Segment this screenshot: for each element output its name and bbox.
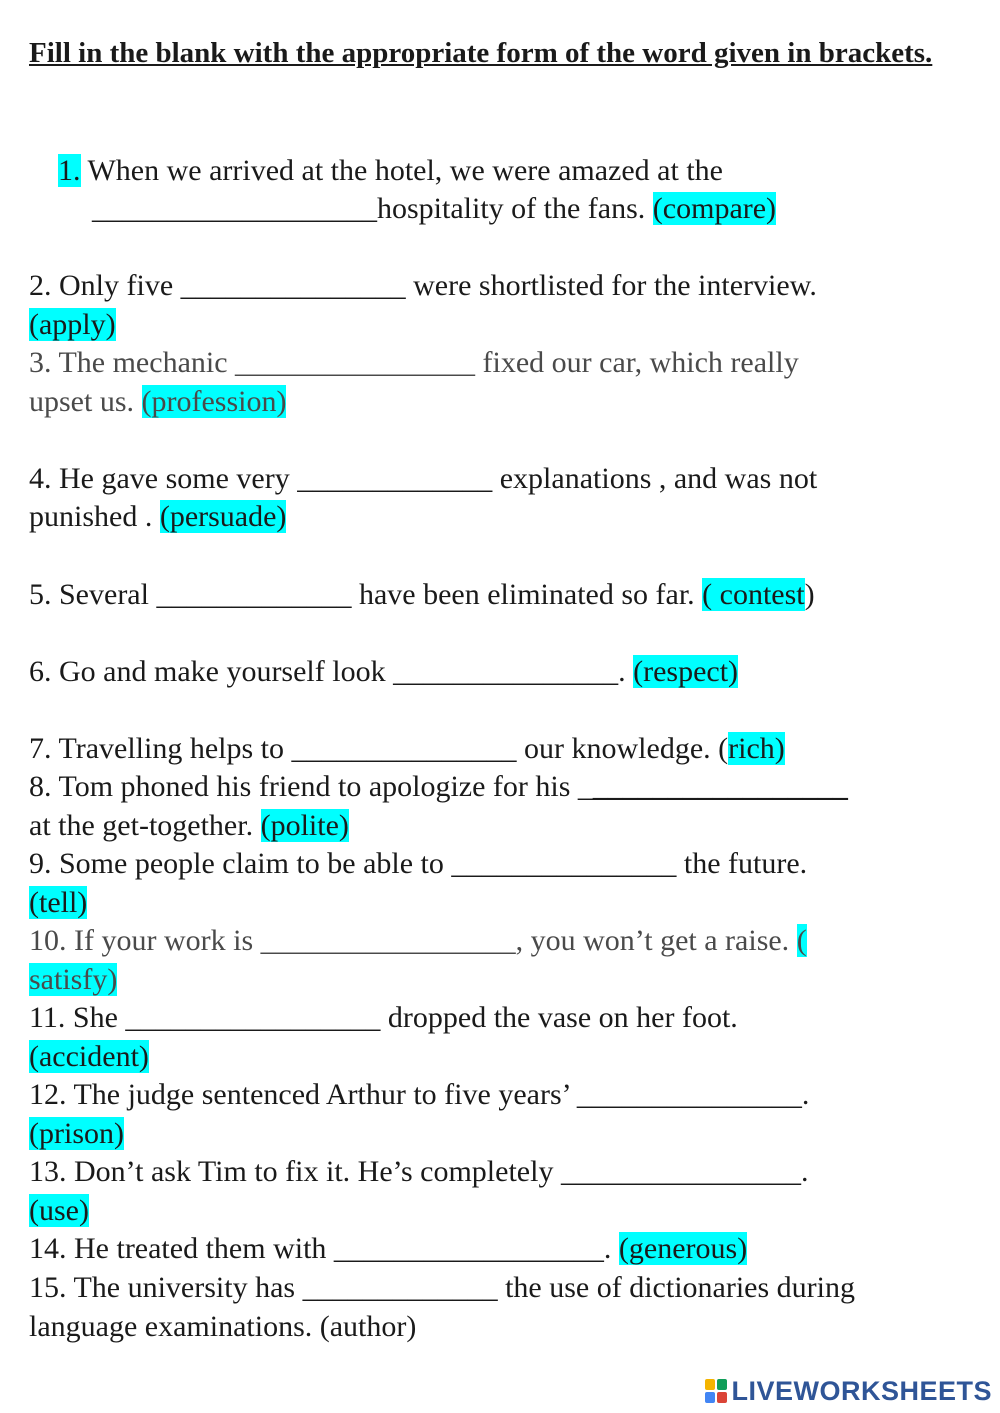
- instructions-heading: Fill in the blank with the appropriate form of the word given in brackets.: [29, 37, 933, 69]
- question-7-line: [29, 730, 785, 768]
- question-11-text: 11. She _________________ dropped the vase on her foot.: [29, 1001, 738, 1034]
- question-2-hint: (apply): [29, 308, 116, 341]
- question-3-text: 3. The mechanic ________________ fixed our car, which really: [29, 346, 799, 379]
- question-1-text-b: hospitality of the fans.: [377, 192, 653, 225]
- question-8-blank[interactable]: _________________: [592, 770, 848, 803]
- question-14-hint: (generous): [618, 1232, 748, 1265]
- question-8-line-2: [29, 807, 349, 845]
- question-11-line-1: [29, 999, 738, 1037]
- question-12-text: 12. The judge sentenced Arthur to five years’ _______________.: [29, 1078, 810, 1111]
- question-13-text: 13. Don’t ask Tim to fix it. He’s completely ________________.: [29, 1155, 809, 1188]
- question-14-line: [29, 1230, 747, 1268]
- question-5-close-paren: ): [804, 578, 815, 611]
- question-14-text: 14. He treated them with __________________.: [29, 1232, 619, 1265]
- question-4-hint: (persuade): [159, 500, 287, 533]
- question-5-line: [29, 576, 815, 614]
- question-3-line-2: [29, 383, 286, 421]
- question-8-line-1: [29, 768, 848, 806]
- logo-square-1: [705, 1379, 715, 1390]
- question-1-blank[interactable]: ___________________: [92, 192, 377, 225]
- question-1-hint: (compare): [652, 192, 777, 225]
- question-7-text: 7. Travelling helps to _______________ our knowledge. (: [29, 732, 729, 765]
- question-3-hint: (profession): [141, 385, 287, 418]
- logo-square-2: [717, 1379, 727, 1390]
- question-15-text: 15. The university has _____________ the use of dictionaries during: [29, 1271, 855, 1304]
- question-3-text-b: upset us.: [29, 385, 142, 418]
- question-2-text: 2. Only five _______________ were shortlisted for the interview.: [29, 269, 817, 302]
- question-10-text: 10. If your work is _________________, you won’t get a raise.: [29, 924, 797, 957]
- question-10-hint: satisfy): [29, 963, 118, 996]
- question-1-line-2: [92, 190, 776, 228]
- question-8-hint: (polite): [260, 809, 349, 842]
- question-13-line-1: [29, 1153, 808, 1191]
- question-10-hint-open: (: [796, 924, 807, 957]
- question-12-hint: (prison): [29, 1117, 124, 1150]
- question-2-line-2: [29, 306, 116, 344]
- question-9-hint: (tell): [29, 886, 88, 919]
- question-1-line-1: [58, 152, 723, 190]
- question-9-line-1: [29, 845, 807, 883]
- question-4-line-2: [29, 498, 286, 536]
- question-5-hint: ( contest: [702, 578, 805, 611]
- liveworksheets-brand-text: LIVEWORKSHEETS: [731, 1376, 992, 1406]
- question-15-text-b: language examinations. (author): [29, 1310, 417, 1343]
- question-9-line-2: [29, 884, 87, 922]
- question-15-line-1: [29, 1269, 855, 1307]
- question-13-line-2: [29, 1192, 89, 1230]
- question-12-line-1: [29, 1076, 809, 1114]
- logo-square-4: [717, 1392, 727, 1403]
- question-10-line-1: [29, 922, 807, 960]
- question-13-hint: (use): [29, 1194, 89, 1227]
- question-6-text: 6. Go and make yourself look _______________.: [29, 655, 634, 688]
- question-10-line-2: [29, 961, 117, 999]
- liveworksheets-logo-icon: [705, 1379, 727, 1403]
- question-8-text-b: at the get-together.: [29, 809, 261, 842]
- question-7-hint: rich): [728, 732, 785, 765]
- question-2-line-1: [29, 267, 817, 305]
- question-12-line-2: [29, 1115, 124, 1153]
- question-4-text: 4. He gave some very _____________ explanations , and was not: [29, 462, 818, 495]
- question-11-line-2: [29, 1038, 149, 1076]
- question-9-text: 9. Some people claim to be able to _______________ the future.: [29, 847, 808, 880]
- question-4-line-1: [29, 460, 817, 498]
- question-6-line: [29, 653, 738, 691]
- question-3-line-1: [29, 344, 799, 382]
- question-11-hint: (accident): [29, 1040, 149, 1073]
- question-15-line-2: [29, 1308, 416, 1346]
- liveworksheets-logo[interactable]: [705, 1376, 992, 1406]
- question-6-hint: (respect): [633, 655, 739, 688]
- question-8-text: 8. Tom phoned his friend to apologize for his _: [29, 770, 593, 803]
- question-4-text-b: punished .: [29, 500, 160, 533]
- question-1-number: 1.: [58, 154, 81, 187]
- question-5-text: 5. Several _____________ have been eliminated so far.: [29, 578, 703, 611]
- question-1-text: When we arrived at the hotel, we were amazed at the: [80, 154, 723, 187]
- logo-square-3: [705, 1392, 715, 1403]
